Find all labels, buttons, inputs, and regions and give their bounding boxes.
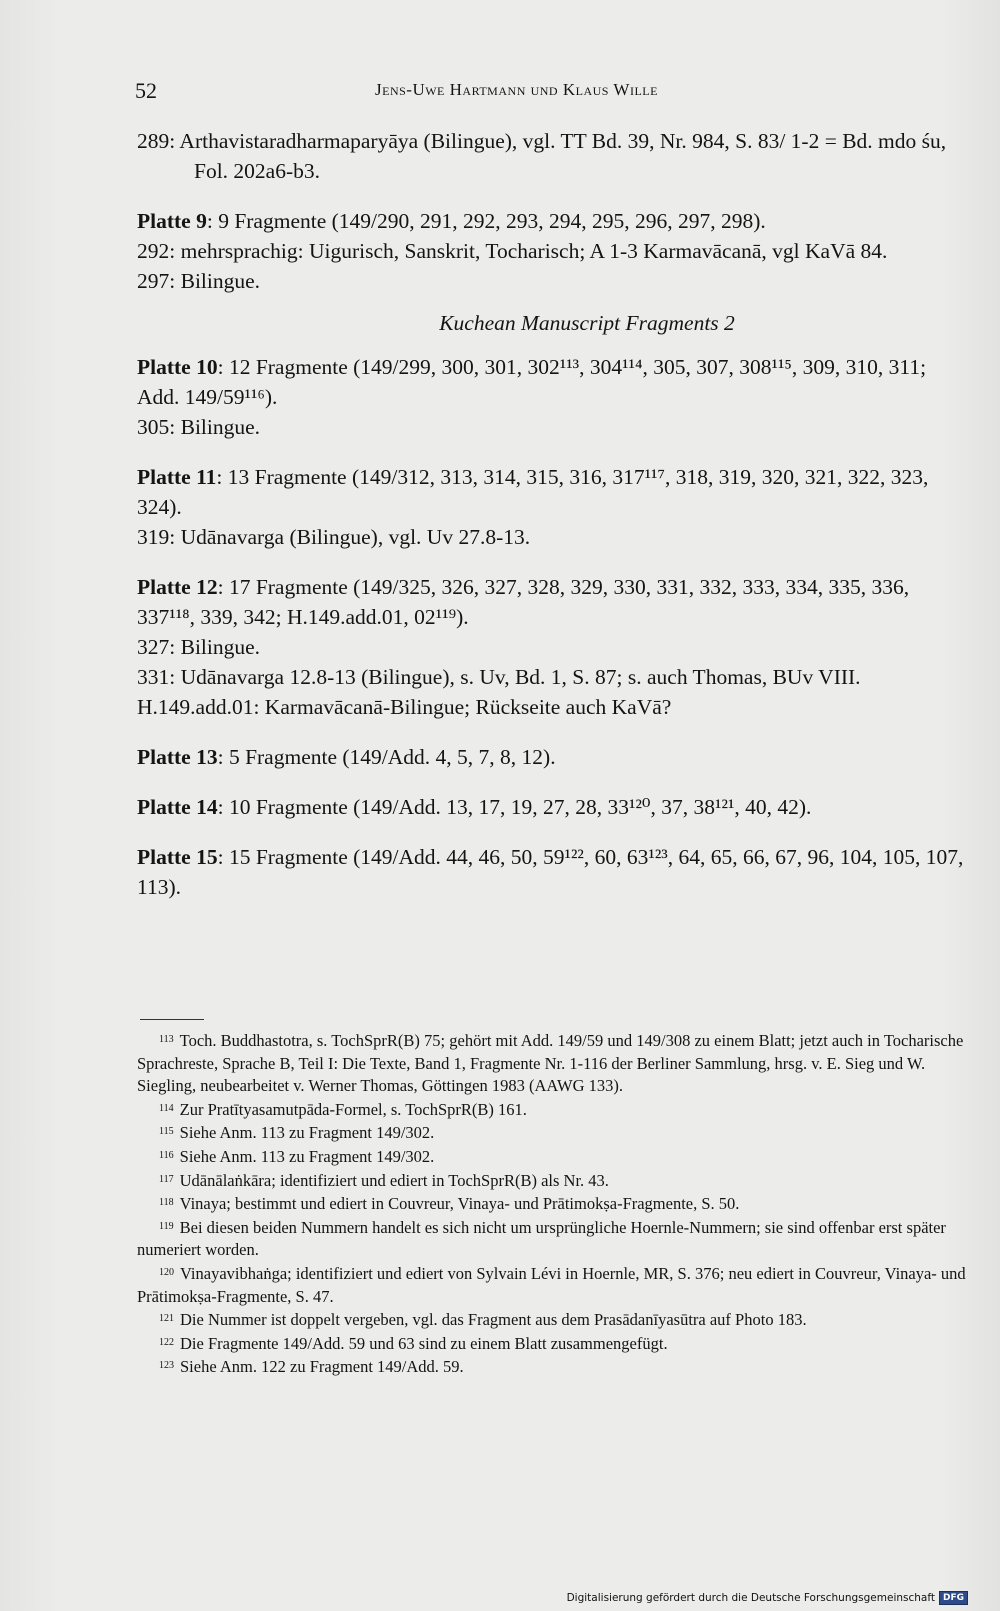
plate-10 bbox=[137, 352, 967, 412]
footnote bbox=[137, 1355, 967, 1379]
footnote-text: Die Fragmente 149/Add. 59 und 63 sind zu einem Blatt zusammengefügt. bbox=[180, 1333, 668, 1353]
plate-label: Platte 13 bbox=[137, 745, 218, 769]
footnote-text: Vinaya; bestimmt und ediert in Couvreur, Vinaya- und Prātimokṣa-Fragmente, S. 50. bbox=[179, 1194, 740, 1214]
entry-289: 289: Arthavistaradharmaparyāya (Bilingue), vgl. TT Bd. 39, Nr. 984, S. 83/ 1-2 = Bd. mdo śu, Fol. 202a6-b3. bbox=[137, 129, 947, 183]
entry-297: 297: Bilingue. bbox=[137, 269, 261, 293]
plate-text: : 9 Fragmente (149/290, 291, 292, 293, 294, 295, 296, 297, 298). bbox=[206, 209, 766, 233]
footnote-text: Toch. Buddhastotra, s. TochSprR(B) 75; gehört mit Add. 149/59 und 149/308 zu einem Blatt; jetzt auch in Tocharische Sprachreste, Sprache B, Teil I: Die Texte, Band 1, Fragmente Nr. 1-116 der Berliner Sammlung, hrsg. v. E. Sieg und W. Siegling, neubearbeitet v. Werner Thomas, Göttingen 1983 (AAWG 133). bbox=[137, 1031, 964, 1096]
plate-label: Platte 9 bbox=[137, 209, 207, 233]
entry-331: 331: Udānavarga 12.8-13 (Bilingue), s. Uv, Bd. 1, S. 87; s. auch Thomas, BUv VIII. bbox=[137, 665, 861, 689]
footnote bbox=[137, 1145, 967, 1169]
footnote-number: 120 bbox=[159, 1266, 174, 1278]
footnote-number: 114 bbox=[159, 1102, 174, 1114]
plate-label: Platte 14 bbox=[137, 795, 218, 819]
plate-text: : 12 Fragmente (149/299, 300, 301, 302¹¹³, 304¹¹⁴, 305, 307, 308¹¹⁵, 309, 310, 311; Add. 149/59¹¹⁶). bbox=[137, 355, 927, 409]
entry-305: 305: Bilingue. bbox=[137, 415, 261, 439]
plate-text: : 13 Fragmente (149/312, 313, 314, 315, 316, 317¹¹⁷, 318, 319, 320, 321, 322, 323, 324). bbox=[137, 465, 929, 519]
plate-9 bbox=[137, 206, 967, 236]
credit-text: Digitalisierung gefördert durch die Deutsche Forschungsgemeinschaft bbox=[566, 1592, 935, 1604]
footnote-text: Zur Pratītyasamutpāda-Formel, s. TochSprR(B) 161. bbox=[179, 1099, 527, 1119]
footnote bbox=[137, 1098, 967, 1122]
footnote bbox=[137, 1169, 967, 1193]
entry-292: 292: mehrsprachig: Uigurisch, Sanskrit, Tocharisch; A 1-3 Karmavācanā, vgl KaVā 84. bbox=[137, 239, 888, 263]
footnote-number: 122 bbox=[159, 1336, 174, 1348]
plate-text: : 10 Fragmente (149/Add. 13, 17, 19, 27, 28, 33¹²⁰, 37, 38¹²¹, 40, 42). bbox=[217, 795, 812, 819]
entry-319: 319: Udānavarga (Bilingue), vgl. Uv 27.8-13. bbox=[137, 525, 531, 549]
plate-label: Platte 12 bbox=[137, 575, 218, 599]
footnote-text: Bei diesen beiden Nummern handelt es sich nicht um ursprüngliche Hoernle-Nummern; sie sind offenbar erst später numeriert worden. bbox=[137, 1217, 946, 1260]
digitization-credit bbox=[567, 1591, 968, 1605]
running-head: Jens-Uwe Hartmann und Klaus Wille bbox=[375, 80, 658, 99]
footnote-number: 118 bbox=[159, 1197, 174, 1209]
plate-label: Platte 10 bbox=[137, 355, 218, 379]
footnote bbox=[137, 1332, 967, 1356]
main-text bbox=[137, 126, 967, 902]
footnote-text: Siehe Anm. 122 zu Fragment 149/Add. 59. bbox=[180, 1357, 464, 1377]
footnote bbox=[137, 1121, 967, 1145]
footnote-number: 116 bbox=[159, 1149, 174, 1161]
footnote-text: Udānālaṅkāra; identifiziert und ediert in TochSprR(B) als Nr. 43. bbox=[179, 1170, 609, 1190]
plate-13 bbox=[137, 742, 967, 772]
section-title: Kuchean Manuscript Fragments 2 bbox=[439, 311, 735, 335]
footnote-number: 115 bbox=[159, 1126, 174, 1138]
plate-text: : 17 Fragmente (149/325, 326, 327, 328, 329, 330, 331, 332, 333, 334, 335, 336, 337¹¹⁸, 339, 342; H.149.add.01, 02¹¹⁹). bbox=[137, 575, 910, 629]
page-header bbox=[135, 74, 965, 106]
footnote bbox=[137, 1029, 967, 1098]
plate-text: : 5 Fragmente (149/Add. 4, 5, 7, 8, 12). bbox=[217, 745, 556, 769]
footnote-text: Vinayavibhaṅga; identifiziert und ediert von Sylvain Lévi in Hoernle, MR, S. 376; neu ediert in Couvreur, Vinaya- und Prātimokṣa-Fragmente, S. 47. bbox=[137, 1263, 966, 1306]
dfg-logo-icon[interactable]: DFG bbox=[939, 1591, 968, 1605]
plate-text: : 15 Fragmente (149/Add. 44, 46, 50, 59¹²², 60, 63¹²³, 64, 65, 66, 67, 96, 104, 105, 107, 113). bbox=[137, 845, 964, 899]
footnote-number: 123 bbox=[159, 1360, 174, 1372]
footnote-number: 117 bbox=[159, 1173, 174, 1185]
footnote-number: 113 bbox=[159, 1034, 174, 1045]
page-number: 52 bbox=[135, 78, 157, 103]
plate-14 bbox=[137, 792, 967, 822]
entry-h149: H.149.add.01: Karmavācanā-Bilingue; Rückseite auch KaVā? bbox=[137, 695, 672, 719]
footnote-text: Siehe Anm. 113 zu Fragment 149/302. bbox=[179, 1146, 435, 1166]
entry-327: 327: Bilingue. bbox=[137, 635, 261, 659]
plate-11 bbox=[137, 462, 967, 522]
plate-15 bbox=[137, 842, 967, 902]
footnotes bbox=[137, 1029, 967, 1379]
plate-label: Platte 15 bbox=[137, 845, 218, 869]
footnote-text: Siehe Anm. 113 zu Fragment 149/302. bbox=[179, 1123, 435, 1143]
plate-12 bbox=[137, 572, 967, 632]
footnote-divider bbox=[140, 1019, 204, 1020]
footnote-number: 119 bbox=[159, 1220, 174, 1232]
footnote bbox=[137, 1192, 967, 1216]
footnote bbox=[137, 1262, 967, 1308]
footnote-text: Die Nummer ist doppelt vergeben, vgl. das Fragment aus dem Prasādanīyasūtra auf Photo 183. bbox=[180, 1310, 807, 1330]
plate-label: Platte 11 bbox=[137, 465, 217, 489]
footnote bbox=[137, 1216, 967, 1262]
footnote-number: 121 bbox=[159, 1313, 174, 1325]
footnote bbox=[137, 1308, 967, 1332]
